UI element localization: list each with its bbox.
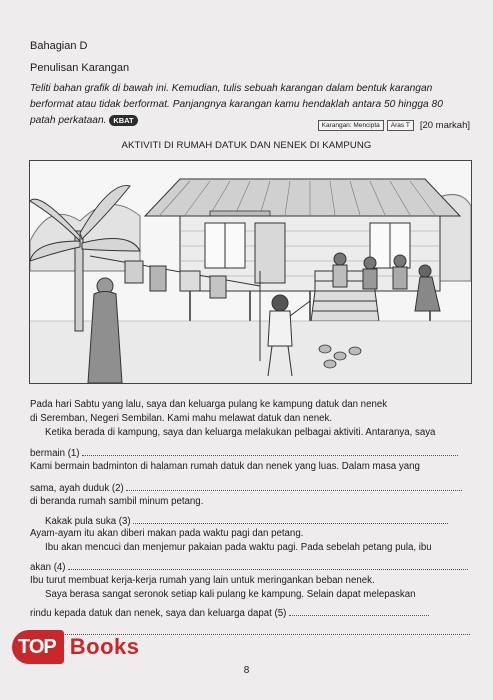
topbooks-logo [12,630,140,664]
logo-top-part: TOP [12,630,64,664]
section-heading: Bahagian D [30,40,88,52]
essay-line-10: Ibu akan mencuci dan menjemur pakaian pada waktu pagi. Pada sebelah petang pula, ibu [45,542,432,553]
essay-line-12: Ibu turut membuat kerja-kerja rumah yang lain untuk meringankan beban nenek. [30,575,375,586]
blank-3-label: Kakak pula suka (3) [45,516,131,527]
village-house-illustration [29,160,472,384]
page-number: 8 [243,665,250,676]
house-scene-drawing [30,161,471,383]
answer-blank-3[interactable] [133,514,448,524]
blank-4-label: akan (4) [30,562,66,573]
essay-line-6 [30,481,472,496]
answer-blank-5[interactable] [289,606,429,616]
sub-heading: Penulisan Karangan [30,62,130,74]
essay-line-5: Kami bermain badminton di halaman rumah datuk dan nenek yang luas. Dalam masa yang [30,461,420,472]
essay-line-13: Saya berasa sangat seronok setiap kali pulang ke kampung. Selain dapat melepaskan [45,589,416,600]
essay-line-14 [30,606,472,621]
skill-tag: Karangan: Mencipta [318,120,384,131]
essay-line-1: Pada hari Sabtu yang lalu, saya dan keluarga pulang ke kampung datuk dan nenek [30,399,388,410]
blank-1-label: bermain (1) [30,448,80,459]
blank-2-label: sama, ayah duduk (2) [30,483,124,494]
answer-blank-4[interactable] [68,560,468,570]
blank-5-label: rindu kepada datuk dan nenek, saya dan keluarga dapat (5) [30,608,287,619]
essay-line-9: Ayam-ayam itu akan diberi makan pada waktu pagi dan petang. [30,528,304,539]
woman-hanging-laundry [88,278,122,383]
level-tag: Aras T [387,120,414,131]
logo-books-part: Books [69,634,140,659]
kbat-badge: KBAT [109,115,137,126]
essay-line-3: Ketika berada di kampung, saya dan keluarga melakukan pelbagai aktiviti. Antaranya, saya [45,427,436,438]
marks-label: [20 markah] [419,120,470,131]
essay-line-4 [30,446,472,461]
essay-line-11 [30,560,472,575]
question-tags [318,120,470,131]
answer-blank-1[interactable] [82,446,458,456]
figure-title: AKTIVITI DI RUMAH DATUK DAN NENEK DI KAMPUNG [121,140,372,151]
instruction-body: Teliti bahan grafik di bawah ini. Kemudian, tulis sebuah karangan dalam bentuk karangan berformat atau tidak berformat. Panjangnya karangan kamu hendaklah antara 50 hingga 80 patah perkataan. [30,83,443,126]
essay-line-7: di beranda rumah sambil minum petang. [30,496,204,507]
answer-blank-2[interactable] [126,481,462,491]
essay-line-2: di Seremban, Negeri Sembilan. Kami mahu melawat datuk dan nenek. [30,413,333,424]
